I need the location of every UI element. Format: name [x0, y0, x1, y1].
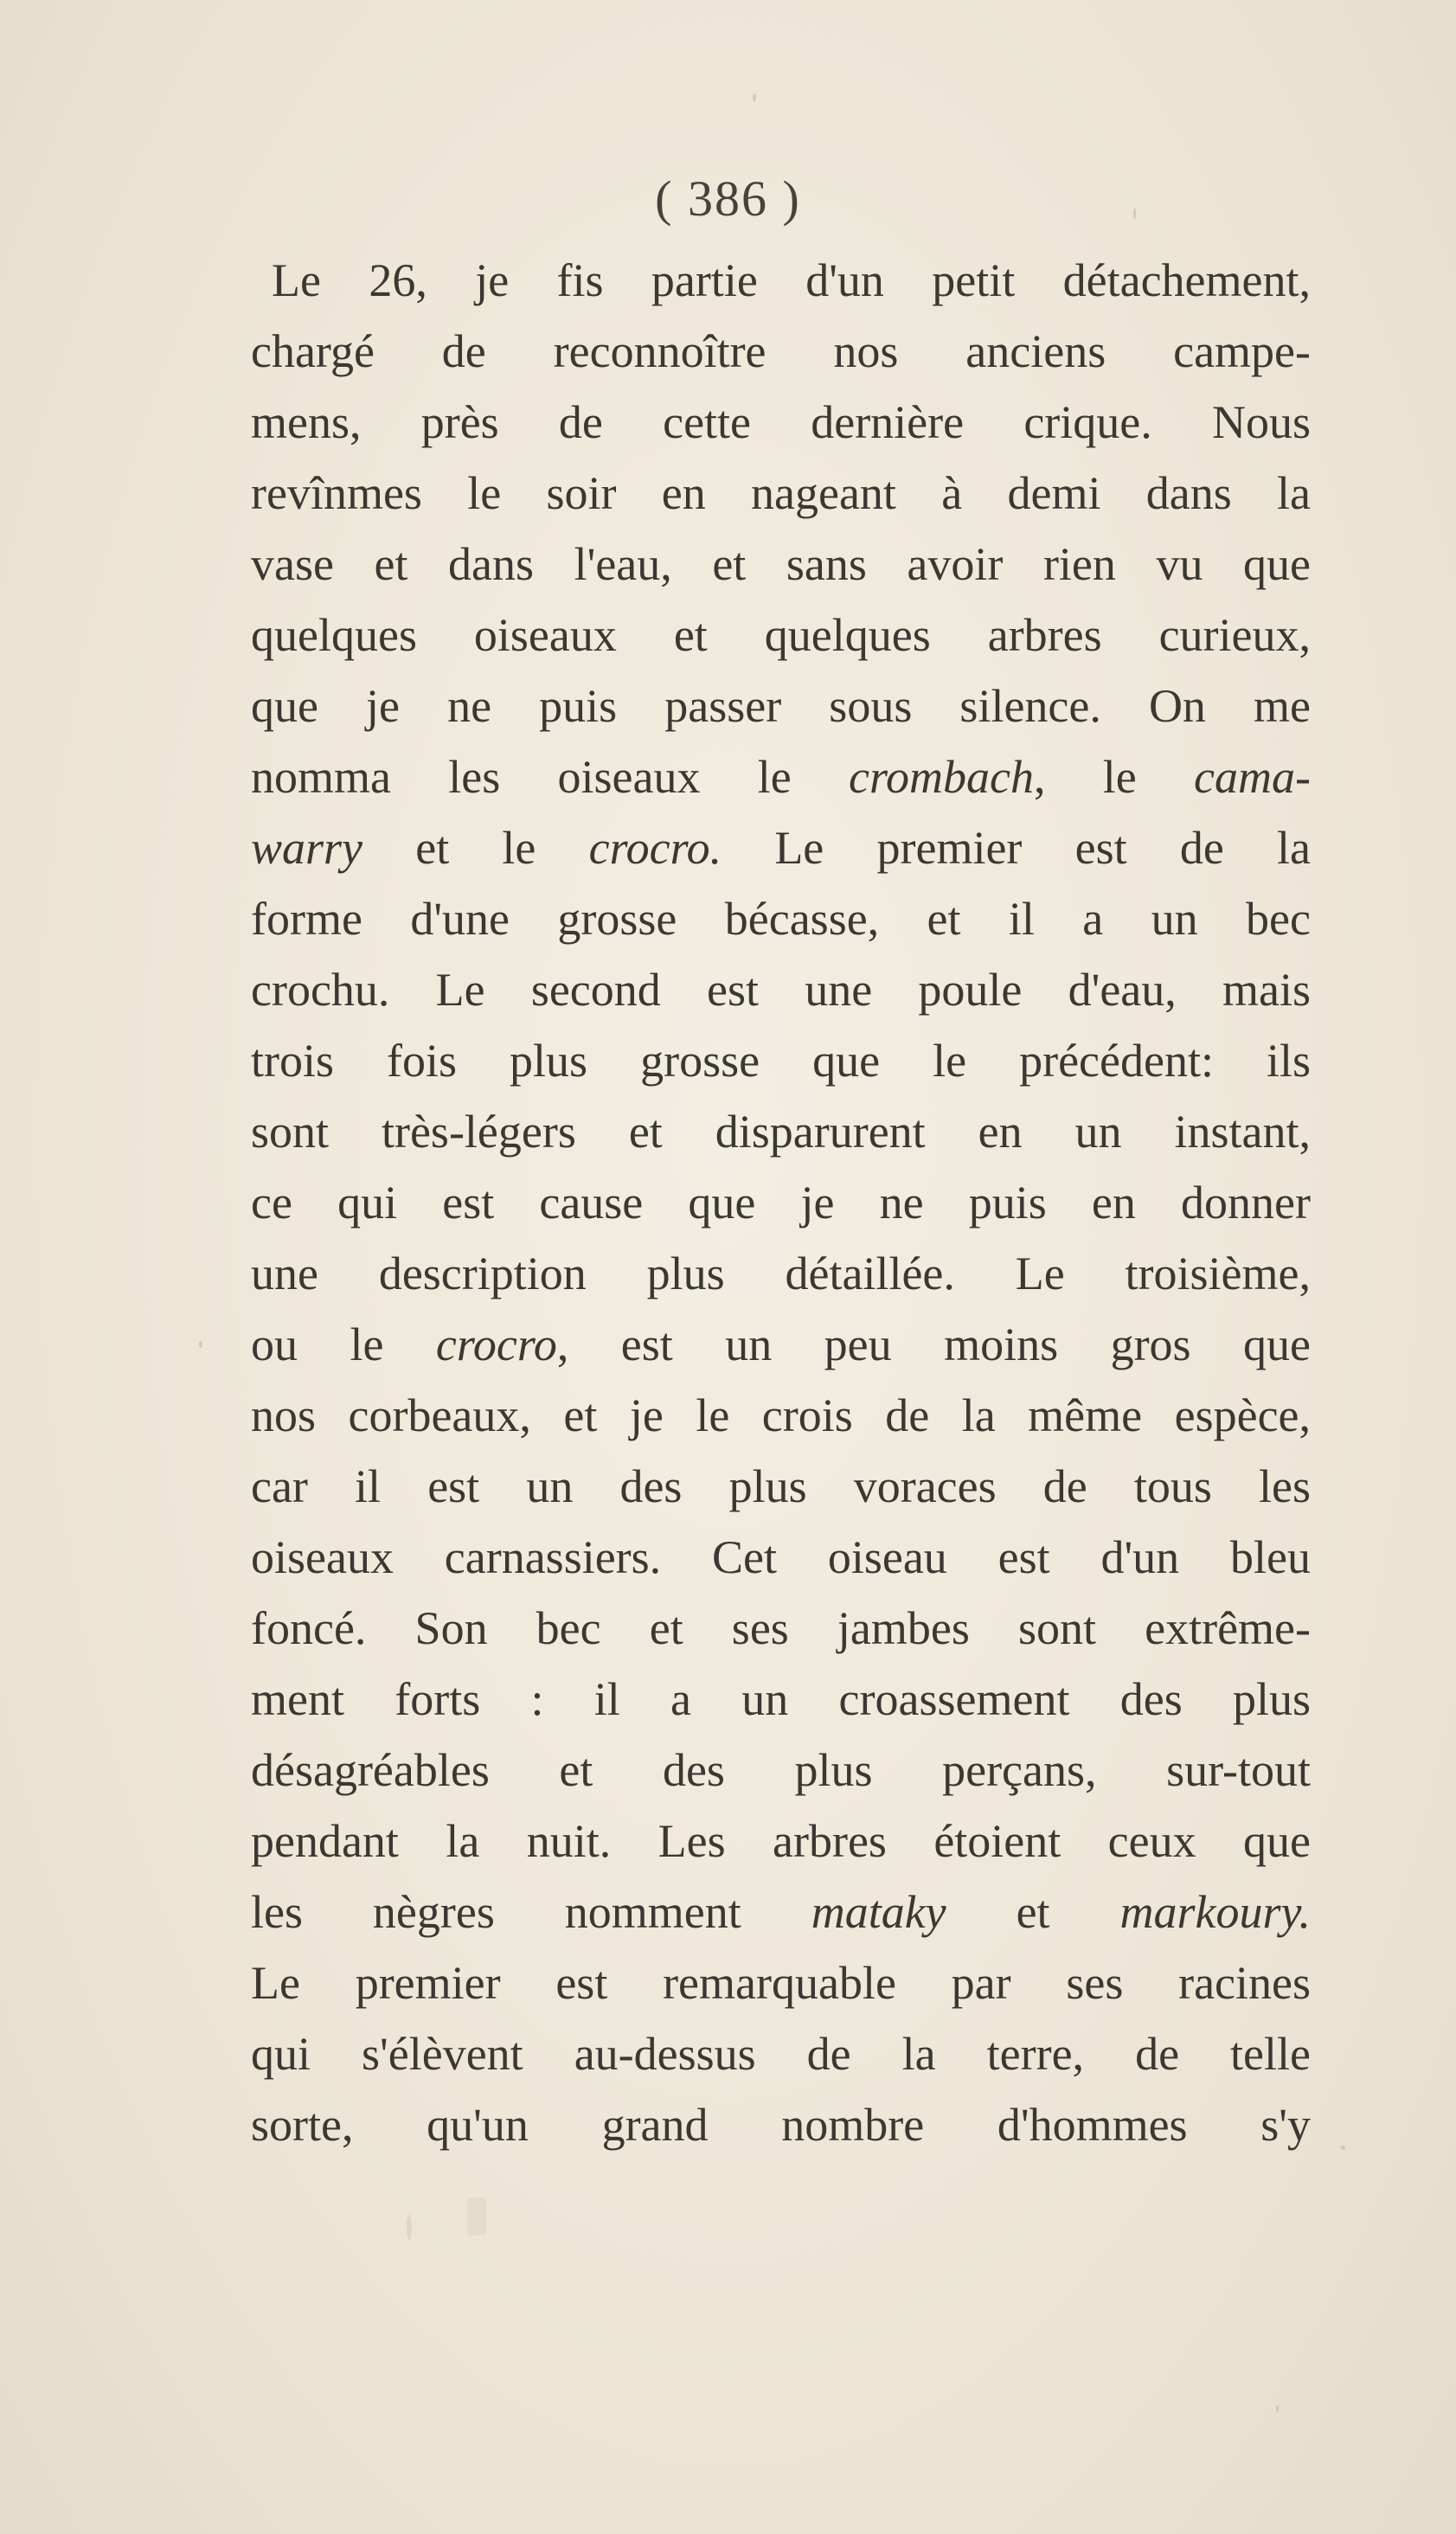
bird-name-crombach: crombach: [849, 751, 1034, 803]
text-line: crochu. Le second est une poule d'eau, mais: [251, 964, 1311, 1016]
text-line: chargé de reconnoître nos anciens campe-: [251, 325, 1311, 377]
text-line: sont très-légers et disparurent en un instant,: [251, 1106, 1311, 1158]
text-line: revînmes le soir en nageant à demi dans la: [251, 467, 1311, 519]
text-line: [251, 812, 1311, 883]
text-line: nos corbeaux, et je le crois de la même espèce,: [251, 1389, 1311, 1441]
text-line: Le 26, je fis partie d'un petit détachement,: [272, 254, 1311, 306]
text-line: quelques oiseaux et quelques arbres curieux,: [251, 609, 1311, 661]
text-line: que je ne puis passer sous silence. On me: [251, 680, 1311, 732]
paper-speck: [467, 2197, 486, 2236]
text-line: qui s'élèvent au-dessus de la terre, de telle: [251, 2028, 1311, 2080]
text-line: Le premier est remarquable par ses racines: [251, 1957, 1311, 2009]
paper-speck: [407, 2215, 412, 2241]
tree-name-markoury: markoury.: [1119, 1886, 1311, 1938]
text-run: , est un peu moins gros que: [556, 1318, 1311, 1370]
text-line: [251, 741, 1311, 812]
text-line: forme d'une grosse bécasse, et il a un bec: [251, 893, 1311, 945]
text-line: sorte, qu'un grand nombre d'hommes s'y: [251, 2099, 1311, 2151]
text-line: une description plus détaillée. Le troisième,: [251, 1248, 1311, 1299]
text-run: Le premier est de la: [722, 822, 1311, 874]
text-run: et: [946, 1886, 1120, 1938]
paper-speck: [753, 93, 756, 102]
text-line: [251, 1309, 1311, 1380]
text-line: trois fois plus grosse que le précédent: ils: [251, 1035, 1311, 1087]
bird-name-crocro: crocro: [435, 1318, 557, 1370]
text-line: désagréables et des plus perçans, sur-tout: [251, 1744, 1311, 1796]
text-run: et le: [362, 822, 589, 874]
text-line: car il est un des plus voraces de tous les: [251, 1460, 1311, 1512]
text-line: [251, 1876, 1311, 1947]
text-run: , le: [1033, 751, 1195, 803]
paper-speck: [1276, 2405, 1279, 2412]
text-line: vase et dans l'eau, et sans avoir rien vu que: [251, 538, 1311, 590]
text-run: ou le: [251, 1318, 436, 1370]
bird-name-camawarry-cont: warry: [251, 822, 363, 874]
text-run: les nègres nomment: [251, 1886, 811, 1938]
body-text: [251, 245, 1311, 2160]
text-line: foncé. Son bec et ses jambes sont extrême-: [251, 1602, 1311, 1654]
text-line: ce qui est cause que je ne puis en donner: [251, 1177, 1311, 1229]
bird-name-camawarry: cama-: [1194, 751, 1311, 803]
bird-name-crocro: crocro.: [588, 822, 722, 874]
paper-speck: [1133, 208, 1136, 220]
tree-name-mataky: mataky: [811, 1886, 946, 1938]
page-number: ( 386 ): [655, 170, 801, 227]
text-line: pendant la nuit. Les arbres étoient ceux que: [251, 1815, 1311, 1867]
text-run: nomma les oiseaux le: [251, 751, 850, 803]
text-line: oiseaux carnassiers. Cet oiseau est d'un bleu: [251, 1531, 1311, 1583]
text-line: ment forts : il a un croassement des plus: [251, 1673, 1311, 1725]
text-line: mens, près de cette dernière crique. Nous: [251, 396, 1311, 448]
paper-speck: [1341, 2146, 1345, 2150]
paper-speck: [199, 1341, 202, 1348]
